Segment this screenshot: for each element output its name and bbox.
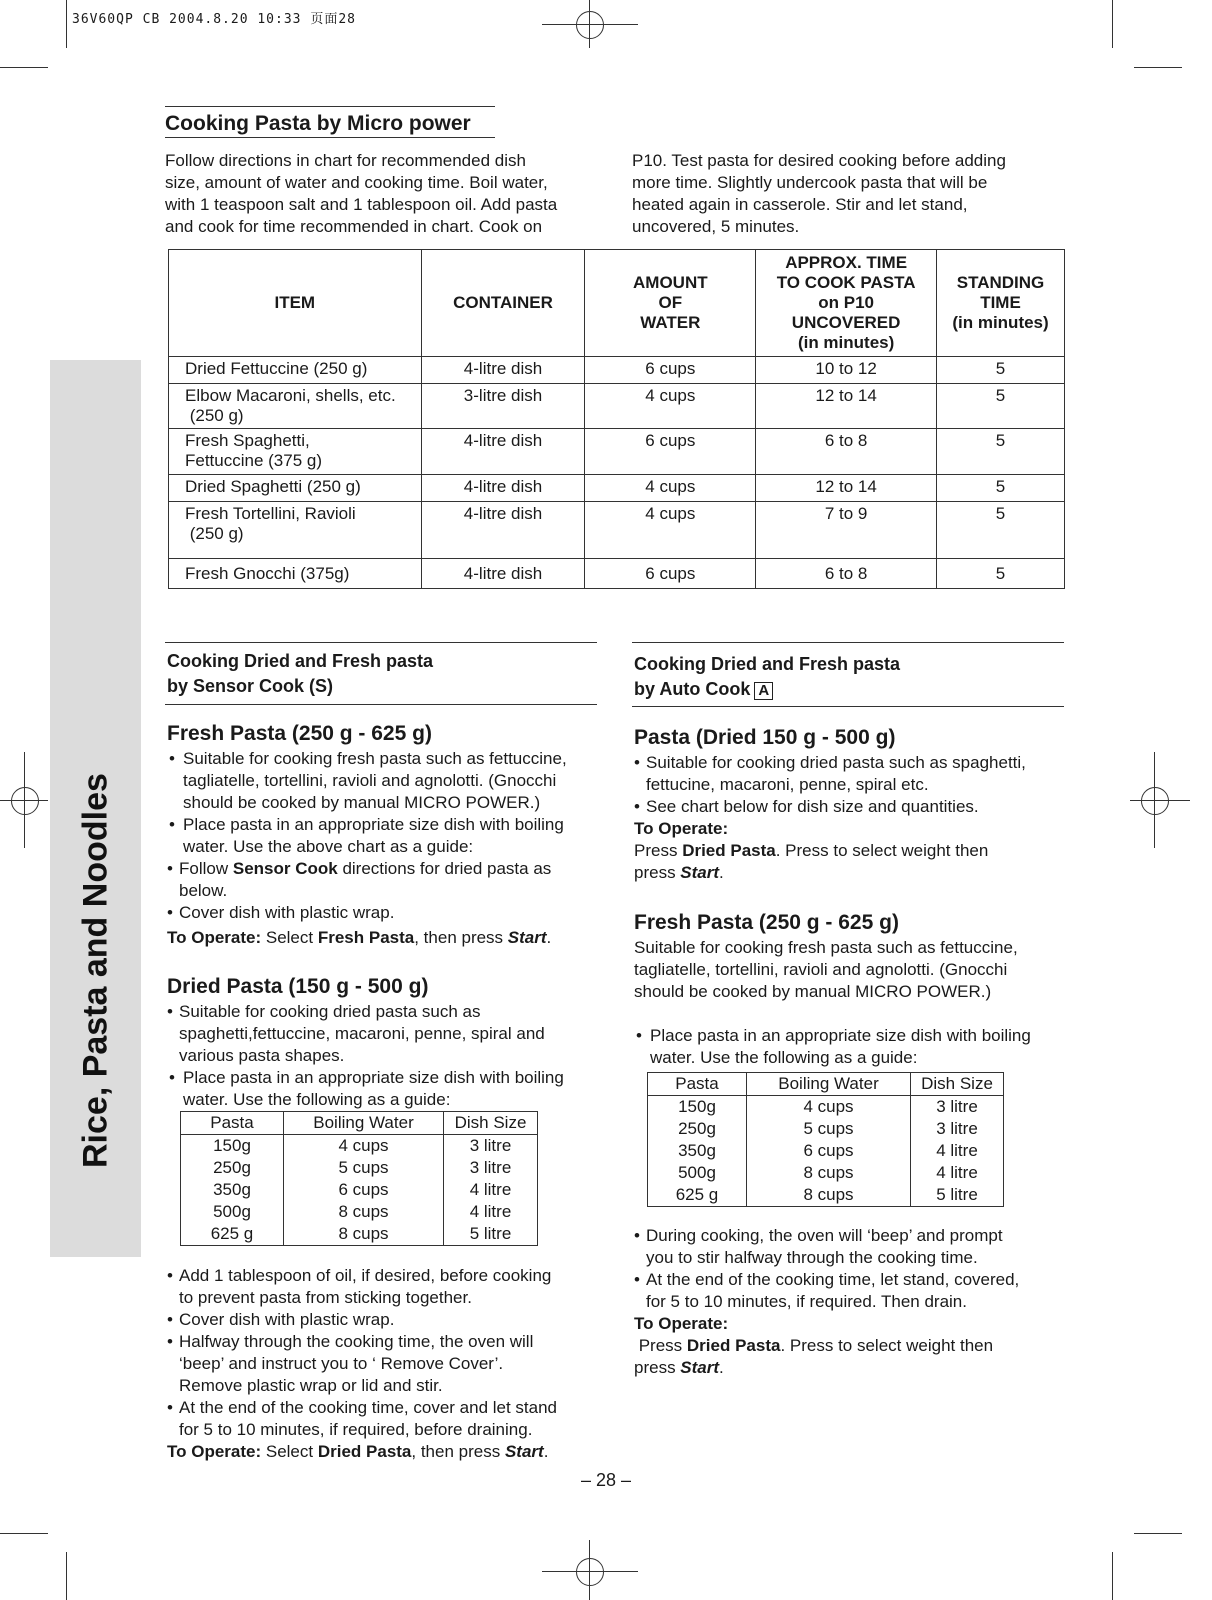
crop-mark [1134, 1533, 1182, 1534]
crop-mark [1112, 1552, 1113, 1600]
pasta-cooking-chart [168, 249, 1065, 589]
table-row: Fresh Spaghetti, Fettuccine (375 g) 4-litre dish 6 cups 6 to 8 5 [169, 429, 1065, 475]
sensor-guide-table: Pasta Boiling Water Dish Size 150g 4 cups 3 litre 250g 5 cups 3 litre 350g 6 cups 4 litre 500g 8 cups 4 litre 625 g 8 cups 5 litre [180, 1111, 538, 1246]
section-rule [632, 642, 1064, 643]
table-row: 250g 5 cups 3 litre [181, 1157, 538, 1179]
crop-mark [1134, 67, 1182, 68]
heading-dried-pasta: Dried Pasta (150 g - 500 g) [167, 975, 429, 998]
crop-mark [0, 67, 48, 68]
sensor-dried-notes: • Add 1 tablespoon of oil, if desired, before cooking to prevent pasta from sticking together. • Cover dish with plastic wrap. • Halfway through the cooking time, the oven will ‘beep’ and instruct you to ‘ Remove Cover’. Remove plastic wrap or lid and stir. • At the end of the cooking time, cover and let stand for 5 to 10 minutes, if required, before draining. To Operate: Select Dried Pasta, then press Start. [167, 1265, 607, 1463]
col-header-container: CONTAINER [421, 250, 585, 357]
col-header-time: APPROX. TIME TO COOK PASTA on P10 UNCOVERED (in minutes) [756, 250, 937, 357]
auto-dried-section: Pasta (Dried 150 g - 500 g) • Suitable for cooking dried pasta such as spaghetti, fettucine, macaroni, penne, spiral etc. • See chart below for dish size and quantities. To Operate: Press Dried Pasta. Press to select weight then press Start. [634, 726, 1074, 884]
table-row: 350g 6 cups 4 litre [648, 1140, 1004, 1162]
auto-fresh-section: Fresh Pasta (250 g - 625 g) Suitable for cooking fresh pasta such as fettuccine, tagliatelle, tortellini, ravioli and agnolotti. (Gnocchi should be cooked by manual MICRO POWER.) • Place pasta in an appropriate size dish with boiling water. Use the following as a guide: [634, 911, 1074, 1069]
col-header-amount: AMOUNT OF WATER [585, 250, 756, 357]
table-row: 500g 8 cups 4 litre [181, 1201, 538, 1223]
table-row: 625 g 8 cups 5 litre [181, 1223, 538, 1246]
auto-cook-badge: A [754, 682, 773, 700]
table-row: 350g 6 cups 4 litre [181, 1179, 538, 1201]
micro-intro-right: P10. Test pasta for desired cooking before adding more time. Slightly undercook pasta that will be heated again in casserole. Stir and let stand, uncovered, 5 minutes. [632, 151, 1006, 236]
table-row: 500g 8 cups 4 litre [648, 1162, 1004, 1184]
section-rule [165, 106, 495, 107]
table-row: Fresh Tortellini, Ravioli (250 g) 4-litre dish 4 cups 7 to 9 5 [169, 502, 1065, 559]
table-row: Elbow Macaroni, shells, etc. (250 g) 3-litre dish 4 cups 12 to 14 5 [169, 384, 1065, 429]
table-row: 150g 4 cups 3 litre [181, 1135, 538, 1158]
heading-dried-pasta: Pasta (Dried 150 g - 500 g) [634, 726, 896, 749]
table-row: Dried Fettuccine (250 g) 4-litre dish 6 cups 10 to 12 5 [169, 357, 1065, 384]
crop-mark [0, 1533, 48, 1534]
section-rule [165, 137, 495, 138]
crop-mark [1112, 0, 1113, 48]
sensor-fresh-section: Fresh Pasta (250 g - 625 g) • Suitable for cooking fresh pasta such as fettuccine, tagliatelle, tortellini, ravioli and agnolotti. (Gnocchi should be cooked by manual MICRO POWER.) • Place pasta in an appropriate size dish with boiling water. Use the above chart as a guide: • Follow Sensor Cook directions for dried pasta as below. • Cover dish with plastic wrap. To Operate: Select Fresh Pasta, then press Start. [167, 722, 607, 949]
section-rule [632, 706, 1064, 707]
crop-mark [66, 1552, 67, 1600]
heading-fresh-pasta: Fresh Pasta (250 g - 625 g) [634, 911, 899, 934]
page-number: – 28 – [580, 1470, 632, 1490]
section-title-sensor: Cooking Dried and Fresh pasta by Sensor Cook (S) [167, 651, 434, 696]
auto-guide-table: Pasta Boiling Water Dish Size 150g 4 cups 3 litre 250g 5 cups 3 litre 350g 6 cups 4 litre 500g 8 cups 4 litre 625 g 8 cups 5 litre [647, 1072, 1004, 1207]
table-row: 250g 5 cups 3 litre [648, 1118, 1004, 1140]
chapter-title: Rice, Pasta and Noodles [76, 773, 114, 1168]
col-header-item: ITEM [169, 250, 422, 357]
section-rule [165, 642, 597, 643]
print-header: 36V60QP CB 2004.8.20 10:33 页面28 [72, 12, 356, 27]
micro-intro-left: Follow directions in chart for recommended dish size, amount of water and cooking time. Boil water, with 1 teaspoon salt and 1 tablespoon oil. Add pasta and cook for time recommended in chart. Cook on [165, 151, 558, 236]
auto-fresh-notes: • During cooking, the oven will ‘beep’ and prompt you to stir halfway through the cooking time. • At the end of the cooking time, let stand, covered, for 5 to 10 minutes, if required. Then drain. To Operate: Press Dried Pasta. Press to select weight then press Start. [634, 1225, 1074, 1379]
section-title-auto: Cooking Dried and Fresh pasta by Auto Cook A [634, 654, 901, 699]
table-row: Dried Spaghetti (250 g) 4-litre dish 4 cups 12 to 14 5 [169, 475, 1065, 502]
section-title-micro: Cooking Pasta by Micro power [165, 112, 471, 135]
table-row: 150g 4 cups 3 litre [648, 1096, 1004, 1119]
crop-mark [66, 0, 67, 48]
col-header-standing: STANDING TIME (in minutes) [937, 250, 1065, 357]
sensor-dried-section: Dried Pasta (150 g - 500 g) • Suitable for cooking dried pasta such as spaghetti,fettuccine, macaroni, penne, spiral and various pasta shapes. • Place pasta in an appropriate size dish with boiling water. Use the following as a guide: [167, 975, 607, 1111]
table-row: 625 g 8 cups 5 litre [648, 1184, 1004, 1207]
section-rule [165, 704, 597, 705]
table-row: Fresh Gnocchi (375g) 4-litre dish 6 cups 6 to 8 5 [169, 559, 1065, 589]
heading-fresh-pasta: Fresh Pasta (250 g - 625 g) [167, 722, 432, 745]
